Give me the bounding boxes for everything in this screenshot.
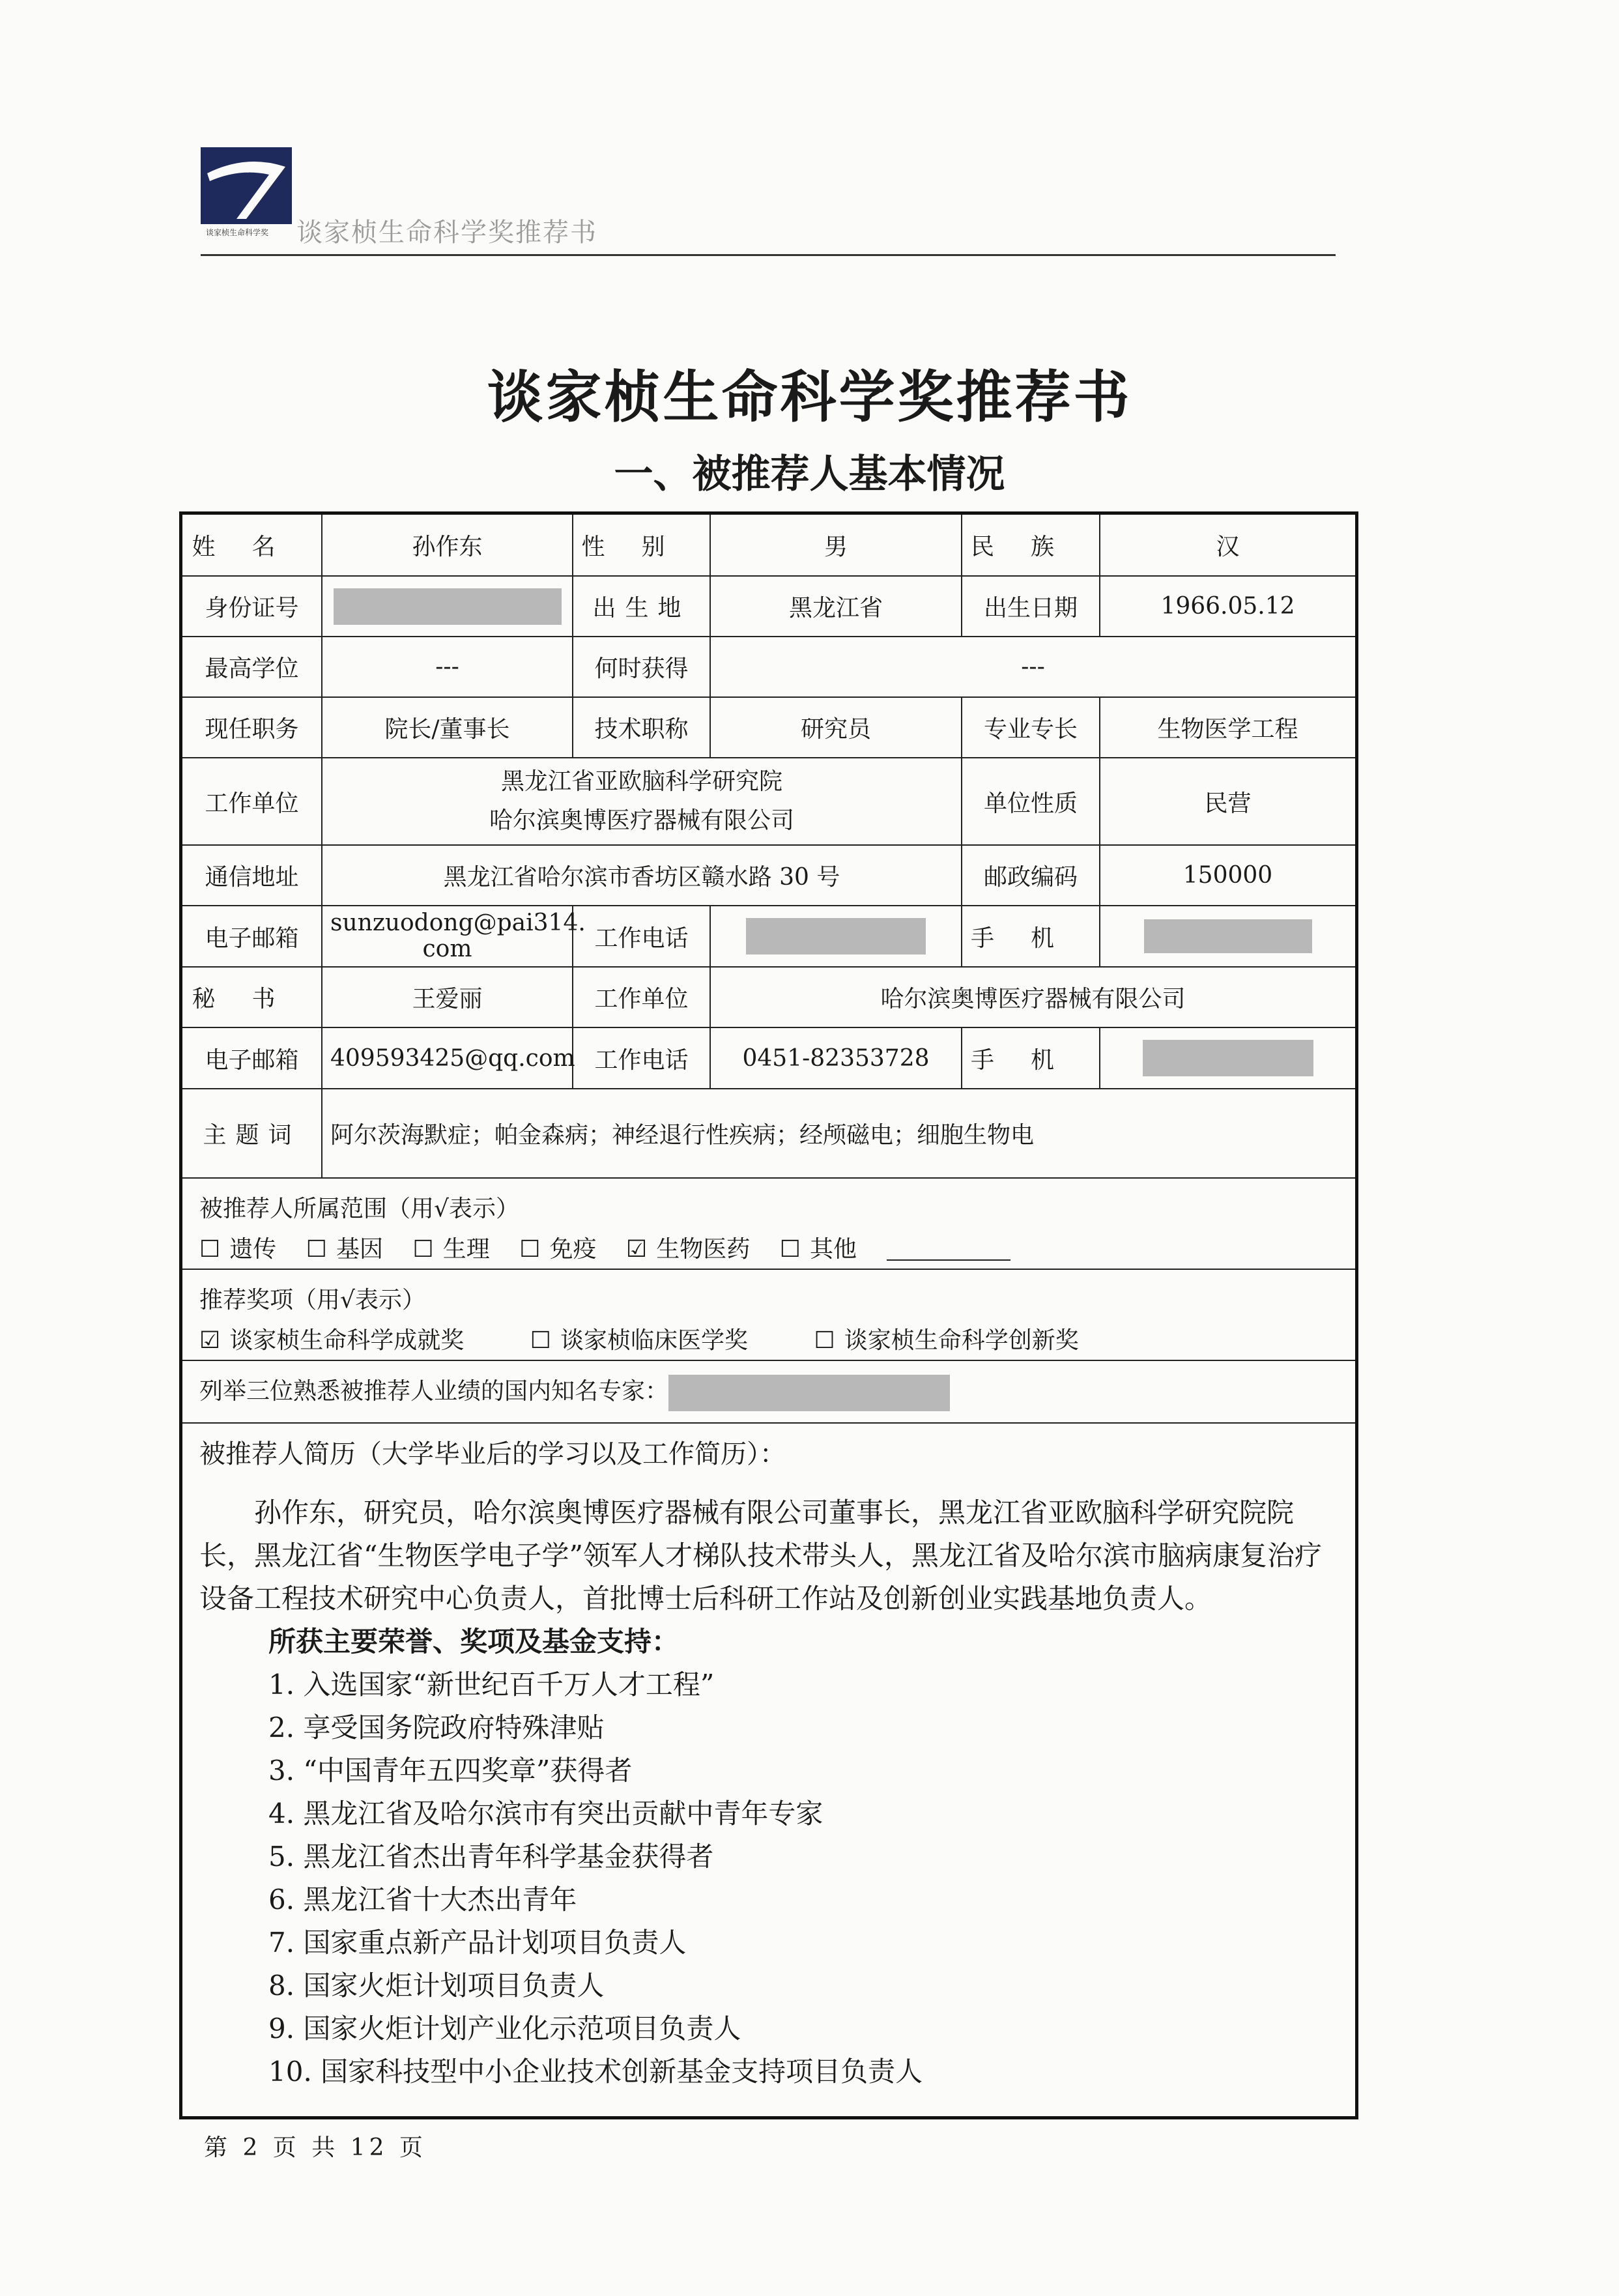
tech-title-label: 技术职称 [573,697,710,758]
secretary-label: 秘书 [192,986,312,1012]
award-option-innovation[interactable]: ☐ 谈家桢生命科学创新奖 [814,1327,1079,1354]
page-number: 第 2 页 共 12 页 [204,2134,427,2161]
table-row [182,758,1355,845]
checkbox-icon: ☐ [779,1236,801,1263]
gender-label: 性别 [581,534,702,560]
id-label: 身份证号 [182,576,322,637]
birthplace-value: 黑龙江省 [710,576,962,637]
secretary-mobile-label: 手机 [970,1046,1091,1074]
scope-label: 被推荐人所属范围（用√表示） [199,1196,519,1222]
award-logo-icon [201,147,292,231]
secretary-workplace-value: 哈尔滨奥博医疗器械有限公司 [710,967,1355,1027]
section-title: 一、被推荐人基本情况 [614,452,1005,497]
when-obtained-value: --- [710,637,1355,697]
table-row [182,576,1355,637]
scope-option-genetics[interactable]: ☐ 遗传 [199,1236,277,1263]
honors-title: 所获主要荣誉、奖项及基金支持： [268,1626,680,1657]
birthdate-label: 出生日期 [962,576,1100,637]
keywords-label: 主题词 [182,1089,322,1178]
scope-options [199,1229,1338,1270]
work-phone-label: 工作电话 [573,906,710,967]
checkbox-icon: ☐ [814,1327,835,1354]
workplace-line-1: 黑龙江省亚欧脑科学研究院 [500,768,782,795]
scope-option-immunity[interactable]: ☐ 免疫 [519,1236,597,1263]
birthplace-label: 出生地 [573,576,710,637]
name-value: 孙作东 [322,515,573,576]
secretary-phone-label: 工作电话 [573,1027,710,1089]
checked-checkbox-icon: ☑ [626,1236,648,1263]
list-item: 7. 国家重点新产品计划项目负责人 [268,1927,687,1959]
checkbox-icon: ☐ [412,1236,434,1263]
running-title: 谈家桢生命科学奖推荐书 [296,218,597,248]
table-row [182,515,1355,576]
scope-option-other[interactable]: ☐ 其他 [779,1236,857,1263]
secretary-email-label: 电子邮箱 [182,1027,322,1089]
table-row [182,845,1355,906]
checkbox-icon: ☐ [530,1327,552,1354]
checkbox-icon: ☐ [519,1236,541,1263]
table-row [182,1089,1355,1178]
address-label: 通信地址 [182,845,322,906]
secretary-phone-value: 0451-82353728 [710,1027,962,1089]
mobile-label: 手机 [970,925,1091,952]
list-item: 3. “中国青年五四奖章”获得者 [268,1755,633,1787]
biography-heading: 被推荐人简历（大学毕业后的学习以及工作简历）： [199,1439,786,1469]
secretary-email-value: 409593425@qq.com [322,1027,573,1089]
list-item: 9. 国家火炬计划产业化示范项目负责人 [268,2013,741,2045]
when-obtained-label: 何时获得 [573,637,710,697]
list-item: 10. 国家科技型中小企业技术创新基金支持项目负责人 [268,2056,923,2088]
list-item: 5. 黑龙江省杰出青年科学基金获得者 [268,1841,714,1873]
specialty-value: 生物医学工程 [1100,697,1355,758]
document-title: 谈家桢生命科学奖推荐书 [487,365,1132,430]
scope-section [182,1179,1355,1270]
list-item: 8. 国家火炬计划项目负责人 [268,1970,605,2002]
award-options [199,1321,1338,1361]
scope-option-gene[interactable]: ☐ 基因 [306,1236,384,1263]
logo-caption: 谈家桢生命科学奖 [206,228,269,237]
degree-value: --- [322,637,573,697]
award-label: 推荐奖项（用√表示） [199,1287,425,1313]
secretary-mobile-redacted [1100,1027,1355,1089]
list-item: 6. 黑龙江省十大杰出青年 [268,1884,577,1916]
specialty-label: 专业专长 [962,697,1100,758]
form-frame [179,511,1358,2119]
id-value-redacted [322,576,573,637]
ethnicity-value: 汉 [1100,515,1355,576]
address-value: 黑龙江省哈尔滨市香坊区赣水路 30 号 [322,845,962,906]
ethnicity-label: 民族 [970,534,1091,560]
list-item: 2. 享受国务院政府特殊津贴 [268,1712,605,1744]
tech-title-value: 研究员 [710,697,962,758]
workplace-label: 工作单位 [182,758,322,845]
table-row [182,637,1355,697]
checkbox-icon: ☐ [306,1236,328,1263]
honors-list [199,1663,1338,2093]
degree-label: 最高学位 [182,637,322,697]
work-phone-redacted [710,906,962,967]
experts-section [182,1361,1355,1424]
keywords-value: 阿尔茨海默症；帕金森病；神经退行性疾病；经颅磁电；细胞生物电 [322,1089,1355,1178]
gender-value: 男 [710,515,962,576]
name-label: 姓名 [192,534,312,560]
header-divider [201,254,1336,256]
experts-redacted [668,1375,950,1411]
unit-nature-label: 单位性质 [962,758,1100,845]
email-line-2: com [422,936,472,962]
secretary-value: 王爱丽 [322,967,573,1027]
checked-checkbox-icon: ☑ [199,1327,221,1354]
mobile-redacted [1100,906,1355,967]
list-item: 1. 入选国家“新世纪百千万人才工程” [268,1669,715,1700]
postcode-label: 邮政编码 [962,845,1100,906]
email-value [322,906,586,967]
position-value: 院长/董事长 [322,697,573,758]
birthdate-value: 1966.05.12 [1100,576,1355,637]
award-option-achievement[interactable]: ☑ 谈家桢生命科学成就奖 [199,1327,465,1354]
email-line-1: sunzuodong@pai314. [330,910,586,936]
scope-option-physiology[interactable]: ☐ 生理 [412,1236,490,1263]
table-row [182,1027,1355,1089]
award-section [182,1270,1355,1361]
list-item: 4. 黑龙江省及哈尔滨市有突出贡献中青年专家 [268,1798,824,1830]
table-row [182,906,1355,967]
position-label: 现任职务 [182,697,322,758]
secretary-workplace-label: 工作单位 [573,967,710,1027]
checkbox-icon: ☐ [199,1236,221,1263]
scope-option-biomedicine[interactable]: ☑ 生物医药 [626,1236,751,1263]
basic-info-table [182,515,1355,1179]
biography-section [182,1424,1355,2093]
postcode-value: 150000 [1100,845,1355,906]
experts-label: 列举三位熟悉被推荐人业绩的国内知名专家： [199,1378,669,1405]
other-blank-line[interactable] [887,1259,1010,1261]
workplace-value [322,758,962,845]
award-option-clinical[interactable]: ☐ 谈家桢临床医学奖 [530,1327,749,1354]
email-label: 电子邮箱 [182,906,322,967]
table-row [182,967,1355,1027]
workplace-line-2: 哈尔滨奥博医疗器械有限公司 [489,807,794,834]
unit-nature-value: 民营 [1100,758,1355,845]
biography-paragraph: 孙作东，研究员，哈尔滨奥博医疗器械有限公司董事长，黑龙江省亚欧脑科学研究院院长，黑龙江省“生物医学电子学”领军人才梯队技术带头人，黑龙江省及哈尔滨市脑病康复治疗设备工程技术研究中心负责人，首批博士后科研工作站及创新创业实践基地负责人。 [199,1497,1322,1614]
table-row [182,697,1355,758]
